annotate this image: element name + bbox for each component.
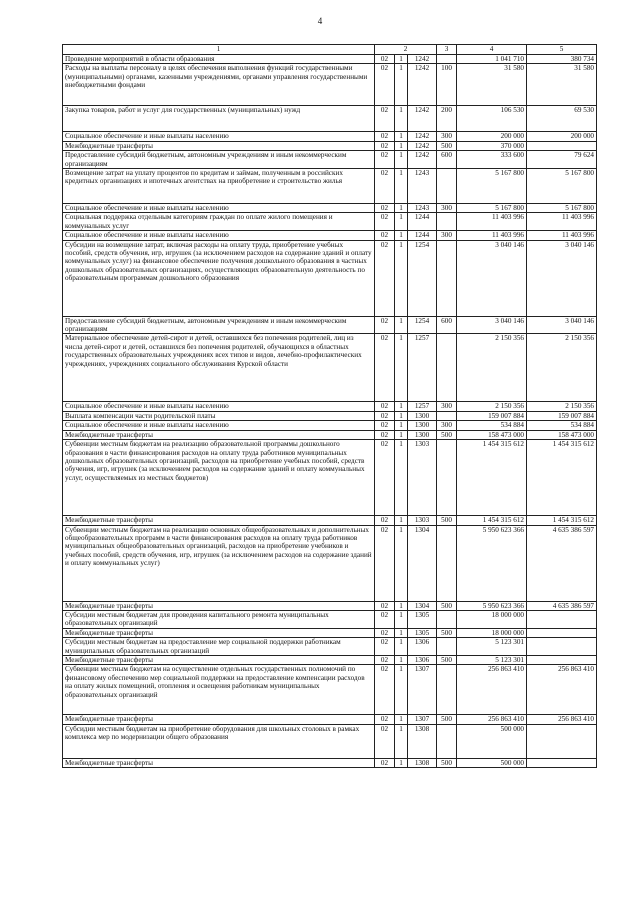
row-expense-type: 500 (437, 516, 457, 525)
table-row (63, 516, 597, 525)
row-expense-type (437, 334, 457, 402)
row-target-code: 1242 (408, 106, 437, 132)
row-amount-col4: 256 863 410 (457, 715, 527, 724)
row-amount-col4: 500 000 (457, 724, 527, 758)
row-expense-type: 600 (437, 316, 457, 334)
row-name: Субвенции местным бюджетам на реализацию образовательной программы дошкольного образования в части финансирования расходов на оплату труда работников муниципальных дошкольных образовательных организаций, расходов на приобретение учебных пособий, средств обучения, игр, игрушек (за исключением расходов на содержание зданий и оплату коммунальных услуг, осуществляемых из местных бюджетов) (63, 440, 375, 516)
row-section: 02 (375, 141, 395, 150)
row-expense-type: 500 (437, 141, 457, 150)
row-amount-col5: 2 150 356 (527, 334, 597, 402)
row-target-code: 1243 (408, 204, 437, 213)
row-amount-col4: 333 600 (457, 151, 527, 169)
table-row (63, 106, 597, 132)
table-row (63, 724, 597, 758)
row-expense-type (437, 440, 457, 516)
row-target-code: 1300 (408, 430, 437, 439)
row-subprogram: 1 (395, 151, 408, 169)
row-target-code: 1244 (408, 231, 437, 240)
table-row (63, 141, 597, 150)
row-section: 02 (375, 169, 395, 204)
row-amount-col4: 3 040 146 (457, 316, 527, 334)
row-target-code: 1254 (408, 316, 437, 334)
row-subprogram: 1 (395, 411, 408, 420)
row-name: Социальное обеспечение и иные выплаты населению (63, 204, 375, 213)
row-expense-type (437, 213, 457, 231)
row-amount-col4: 5 123 301 (457, 638, 527, 656)
row-amount-col4: 18 000 000 (457, 610, 527, 628)
row-subprogram: 1 (395, 516, 408, 525)
row-amount-col5 (527, 141, 597, 150)
header-row (63, 45, 597, 55)
row-amount-col5: 4 635 386 597 (527, 525, 597, 601)
row-amount-col5 (527, 628, 597, 637)
row-section: 02 (375, 411, 395, 420)
row-target-code: 1244 (408, 213, 437, 231)
row-target-code: 1303 (408, 440, 437, 516)
row-subprogram: 1 (395, 638, 408, 656)
row-name: Межбюджетные трансферты (63, 628, 375, 637)
row-expense-type: 300 (437, 402, 457, 411)
header-col-5: 5 (527, 45, 597, 55)
row-expense-type (437, 610, 457, 628)
row-name: Социальное обеспечение и иные выплаты населению (63, 421, 375, 430)
row-subprogram: 1 (395, 141, 408, 150)
row-expense-type (437, 638, 457, 656)
table-row (63, 204, 597, 213)
row-target-code: 1308 (408, 724, 437, 758)
row-name: Субвенции местным бюджетам на реализацию основных общеобразовательных и дополнительных общеобразовательных программ в части финансирования расходов на оплату труда работников муниципальных общеобразовательных организаций, расходов на приобретение учебников и учебных пособий, средств обучения, игр, игрушек (за исключением расходов на содержание зданий и оплату коммунальных услуг) (63, 525, 375, 601)
row-target-code: 1242 (408, 55, 437, 64)
row-amount-col4: 370 000 (457, 141, 527, 150)
table-row (63, 240, 597, 316)
table-row (63, 758, 597, 767)
row-amount-col4: 31 580 (457, 64, 527, 106)
row-section: 02 (375, 610, 395, 628)
row-target-code: 1300 (408, 421, 437, 430)
row-name: Предоставление субсидий бюджетным, автономным учреждениям и иным некоммерческим организациям (63, 151, 375, 169)
row-subprogram: 1 (395, 213, 408, 231)
row-amount-col5: 31 580 (527, 64, 597, 106)
row-amount-col4: 2 150 356 (457, 402, 527, 411)
row-amount-col5: 200 000 (527, 132, 597, 141)
row-amount-col5: 69 530 (527, 106, 597, 132)
row-section: 02 (375, 440, 395, 516)
row-name: Социальное обеспечение и иные выплаты населению (63, 402, 375, 411)
row-name: Межбюджетные трансферты (63, 655, 375, 664)
row-subprogram: 1 (395, 724, 408, 758)
row-expense-type: 500 (437, 601, 457, 610)
row-subprogram: 1 (395, 665, 408, 715)
row-subprogram: 1 (395, 204, 408, 213)
row-name: Социальная поддержка отдельным категориям граждан по оплате жилого помещения и коммунальных услуг (63, 213, 375, 231)
row-section: 02 (375, 665, 395, 715)
row-name: Межбюджетные трансферты (63, 758, 375, 767)
row-subprogram: 1 (395, 55, 408, 64)
row-target-code: 1306 (408, 638, 437, 656)
row-amount-col4: 11 403 996 (457, 213, 527, 231)
row-amount-col4: 1 454 315 612 (457, 516, 527, 525)
row-expense-type: 200 (437, 106, 457, 132)
row-section: 02 (375, 430, 395, 439)
row-amount-col5: 3 040 146 (527, 240, 597, 316)
row-amount-col5: 1 454 315 612 (527, 440, 597, 516)
row-amount-col4: 2 150 356 (457, 334, 527, 402)
row-amount-col5 (527, 610, 597, 628)
row-subprogram: 1 (395, 421, 408, 430)
row-section: 02 (375, 213, 395, 231)
row-target-code: 1242 (408, 64, 437, 106)
row-section: 02 (375, 715, 395, 724)
table-row (63, 402, 597, 411)
table-row (63, 440, 597, 516)
row-section: 02 (375, 601, 395, 610)
row-section: 02 (375, 106, 395, 132)
row-amount-col4: 5 167 800 (457, 204, 527, 213)
table-row (63, 55, 597, 64)
row-section: 02 (375, 204, 395, 213)
row-subprogram: 1 (395, 402, 408, 411)
row-expense-type: 500 (437, 430, 457, 439)
row-subprogram: 1 (395, 106, 408, 132)
row-name: Закупка товаров, работ и услуг для государственных (муниципальных) нужд (63, 106, 375, 132)
table-row (63, 715, 597, 724)
header-col-3: 3 (437, 45, 457, 55)
row-expense-type (437, 724, 457, 758)
row-expense-type: 500 (437, 628, 457, 637)
row-subprogram: 1 (395, 64, 408, 106)
row-subprogram: 1 (395, 601, 408, 610)
row-section: 02 (375, 316, 395, 334)
header-col-4: 4 (457, 45, 527, 55)
row-expense-type (437, 525, 457, 601)
table-row (63, 151, 597, 169)
row-amount-col4: 1 041 710 (457, 55, 527, 64)
row-amount-col5: 1 454 315 612 (527, 516, 597, 525)
row-expense-type (437, 169, 457, 204)
row-target-code: 1307 (408, 665, 437, 715)
row-amount-col4: 500 000 (457, 758, 527, 767)
row-expense-type: 300 (437, 132, 457, 141)
row-target-code: 1304 (408, 601, 437, 610)
row-subprogram: 1 (395, 628, 408, 637)
page-number: 4 (317, 16, 323, 26)
row-target-code: 1257 (408, 402, 437, 411)
table-row (63, 334, 597, 402)
table-row (63, 601, 597, 610)
row-expense-type (437, 665, 457, 715)
row-expense-type: 600 (437, 151, 457, 169)
table-row (63, 132, 597, 141)
header-col-1: 1 (63, 45, 375, 55)
row-amount-col5: 11 403 996 (527, 213, 597, 231)
row-expense-type: 300 (437, 204, 457, 213)
row-name: Межбюджетные трансферты (63, 601, 375, 610)
row-name: Субсидии местным бюджетам для проведения капитального ремонта муниципальных образовательных организаций (63, 610, 375, 628)
row-section: 02 (375, 525, 395, 601)
row-amount-col4: 158 473 000 (457, 430, 527, 439)
row-name: Выплата компенсации части родительской платы (63, 411, 375, 420)
row-target-code: 1242 (408, 141, 437, 150)
row-subprogram: 1 (395, 758, 408, 767)
row-name: Социальное обеспечение и иные выплаты населению (63, 132, 375, 141)
row-name: Проведение мероприятий в области образования (63, 55, 375, 64)
row-amount-col4: 1 454 315 612 (457, 440, 527, 516)
row-target-code: 1305 (408, 610, 437, 628)
row-expense-type: 100 (437, 64, 457, 106)
row-target-code: 1243 (408, 169, 437, 204)
row-subprogram: 1 (395, 316, 408, 334)
row-name: Межбюджетные трансферты (63, 141, 375, 150)
row-expense-type: 300 (437, 231, 457, 240)
row-target-code: 1304 (408, 525, 437, 601)
row-amount-col4: 3 040 146 (457, 240, 527, 316)
row-amount-col5: 256 863 410 (527, 715, 597, 724)
row-amount-col4: 5 950 623 366 (457, 525, 527, 601)
row-amount-col4: 256 863 410 (457, 665, 527, 715)
row-target-code: 1242 (408, 151, 437, 169)
table-row (63, 610, 597, 628)
row-subprogram: 1 (395, 231, 408, 240)
row-target-code: 1257 (408, 334, 437, 402)
row-expense-type: 500 (437, 655, 457, 664)
row-amount-col5: 2 150 356 (527, 402, 597, 411)
row-name: Предоставление субсидий бюджетным, автономным учреждениям и иным некоммерческим организациям (63, 316, 375, 334)
row-section: 02 (375, 638, 395, 656)
row-target-code: 1254 (408, 240, 437, 316)
row-section: 02 (375, 240, 395, 316)
row-amount-col5: 256 863 410 (527, 665, 597, 715)
table-row (63, 64, 597, 106)
row-name: Межбюджетные трансферты (63, 715, 375, 724)
row-section: 02 (375, 516, 395, 525)
row-amount-col5: 5 167 800 (527, 204, 597, 213)
row-amount-col5: 4 635 386 597 (527, 601, 597, 610)
row-amount-col5: 380 734 (527, 55, 597, 64)
row-amount-col4: 534 884 (457, 421, 527, 430)
row-subprogram: 1 (395, 430, 408, 439)
row-section: 02 (375, 334, 395, 402)
row-amount-col4: 5 167 800 (457, 169, 527, 204)
row-expense-type: 300 (437, 421, 457, 430)
table-row (63, 169, 597, 204)
row-name: Субсидии местным бюджетам на предоставление мер социальной поддержки работникам муниципальных образовательных организаций (63, 638, 375, 656)
row-subprogram: 1 (395, 715, 408, 724)
header-col-2: 2 (375, 45, 437, 55)
row-name: Субсидии на возмещение затрат, включая расходы на оплату труда, приобретение учебных пособий, средств обучения, игр, игрушек (за исключением расходов на содержание зданий и оплату коммунальных услуг) на финансовое обеспечение получения дошкольного образования в частных дошкольных образовательных организациях, осуществляющих образовательную деятельность по образовательным программам дошкольного образования (63, 240, 375, 316)
row-expense-type: 500 (437, 715, 457, 724)
row-amount-col5 (527, 655, 597, 664)
table-row (63, 411, 597, 420)
row-name: Субсидии местным бюджетам на приобретение оборудования для школьных столовых в рамках комплекса мер по модернизации общего образования (63, 724, 375, 758)
row-amount-col5 (527, 638, 597, 656)
row-subprogram: 1 (395, 525, 408, 601)
row-section: 02 (375, 64, 395, 106)
row-subprogram: 1 (395, 240, 408, 316)
row-name: Межбюджетные трансферты (63, 516, 375, 525)
row-target-code: 1300 (408, 411, 437, 420)
row-name: Возмещение затрат на уплату процентов по кредитам и займам, полученным в российских кредитных организациях и ипотечных агентствах на приобретение и строительство жилья (63, 169, 375, 204)
table-row (63, 638, 597, 656)
row-amount-col5: 3 040 146 (527, 316, 597, 334)
table-row (63, 421, 597, 430)
budget-table (62, 44, 597, 768)
row-amount-col4: 5 123 301 (457, 655, 527, 664)
row-amount-col5: 159 007 884 (527, 411, 597, 420)
row-name: Межбюджетные трансферты (63, 430, 375, 439)
row-amount-col5: 11 403 996 (527, 231, 597, 240)
row-section: 02 (375, 55, 395, 64)
row-amount-col4: 5 950 623 366 (457, 601, 527, 610)
table-row (63, 628, 597, 637)
row-section: 02 (375, 402, 395, 411)
row-subprogram: 1 (395, 334, 408, 402)
row-amount-col4: 18 000 000 (457, 628, 527, 637)
row-target-code: 1307 (408, 715, 437, 724)
table-row (63, 430, 597, 439)
table-row (63, 231, 597, 240)
row-expense-type: 500 (437, 758, 457, 767)
row-amount-col5: 534 884 (527, 421, 597, 430)
row-amount-col5: 5 167 800 (527, 169, 597, 204)
row-section: 02 (375, 628, 395, 637)
row-amount-col5 (527, 724, 597, 758)
row-amount-col5: 158 473 000 (527, 430, 597, 439)
row-section: 02 (375, 132, 395, 141)
row-amount-col4: 11 403 996 (457, 231, 527, 240)
row-target-code: 1308 (408, 758, 437, 767)
row-target-code: 1242 (408, 132, 437, 141)
row-amount-col4: 200 000 (457, 132, 527, 141)
row-subprogram: 1 (395, 655, 408, 664)
row-name: Расходы на выплаты персоналу в целях обеспечения выполнения функций государственными (муниципальными) органами, казенными учреждениями, органами управления государственными внебюджетными фондами (63, 64, 375, 106)
table-row (63, 525, 597, 601)
row-subprogram: 1 (395, 132, 408, 141)
row-name: Материальное обеспечение детей-сирот и детей, оставшихся без попечения родителей, лиц из числа детей-сирот и детей, оставшихся без попечения родителей, обучающихся в областных государственных образовательных учреждениях всех типов и видов, лечебно-профилактических учреждениях, учреждениях социального обслуживания Курской области (63, 334, 375, 402)
row-section: 02 (375, 421, 395, 430)
row-name: Социальное обеспечение и иные выплаты населению (63, 231, 375, 240)
row-amount-col4: 106 530 (457, 106, 527, 132)
row-name: Субвенции местным бюджетам на осуществление отдельных государственных полномочий по финансовому обеспечению мер социальной поддержки на предоставление компенсации расходов на оплату жилых помещений, отопления и освещения работникам муниципальных образовательных организаций (63, 665, 375, 715)
row-target-code: 1305 (408, 628, 437, 637)
row-section: 02 (375, 758, 395, 767)
table-row (63, 213, 597, 231)
row-subprogram: 1 (395, 169, 408, 204)
row-subprogram: 1 (395, 440, 408, 516)
row-section: 02 (375, 231, 395, 240)
row-amount-col4: 159 007 884 (457, 411, 527, 420)
row-subprogram: 1 (395, 610, 408, 628)
row-section: 02 (375, 151, 395, 169)
row-amount-col5 (527, 758, 597, 767)
row-section: 02 (375, 724, 395, 758)
row-expense-type (437, 240, 457, 316)
row-expense-type (437, 411, 457, 420)
table-row (63, 316, 597, 334)
table-row (63, 655, 597, 664)
row-amount-col5: 79 624 (527, 151, 597, 169)
row-section: 02 (375, 655, 395, 664)
row-target-code: 1303 (408, 516, 437, 525)
row-expense-type (437, 55, 457, 64)
table-row (63, 665, 597, 715)
row-target-code: 1306 (408, 655, 437, 664)
